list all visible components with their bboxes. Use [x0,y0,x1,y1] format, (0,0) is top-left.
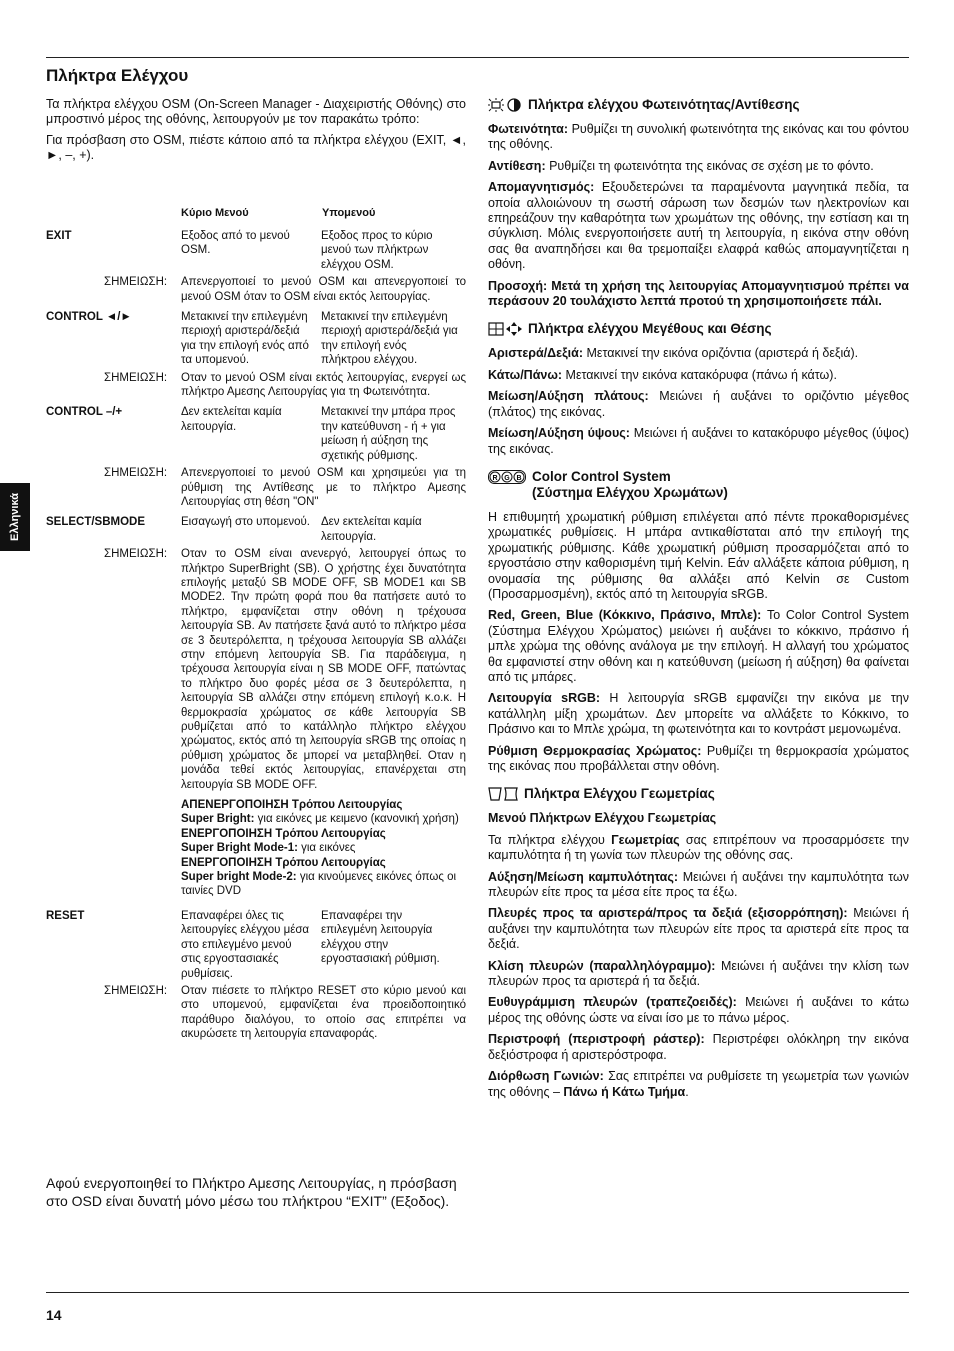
section-paragraph [488,608,909,685]
item-label: Φωτεινότητα: [488,122,568,136]
note-text: Απενεργοποιεί το μενού OSM και απενεργοποιεί το μενού OSM όταν το OSM είναι εκτός λειτουργίας. [181,276,466,303]
section-icons [488,97,522,113]
item-label: Red, Green, Blue (Κόκκινο, Πράσινο, Μπλε): [488,608,762,623]
sb-mode-heading: ΕΝΕΡΓΟΠΟΙΗΣΗ Τρόπου Λειτουργίας [181,856,386,869]
item-text: Μειώνει ή αυξάνει το κάτω μέρος της οθόνης ώστε να είναι ίσο με το πάνω μέρος. [488,995,909,1025]
item-label: Μενού Πλήκτρων Ελέγχου Γεωμετρίας [488,811,717,826]
note-text: Οταν το μενού OSM είναι εκτός λειτουργίας, ενεργεί ως πλήκτρο Αμεσης Λειτουργίας για τη Φωτεινότητα. [181,371,466,399]
section-paragraph [488,426,909,457]
section-heading [488,97,909,113]
page-number: 14 [46,1307,62,1323]
section-paragraph [488,279,909,310]
item-label: Λειτουργία sRGB: [488,691,601,706]
item-text: Μειώνει ή αυξάνει την καμπυλότητα των πλευρών είτε προς τα αριστερά είτε προς τα δεξιά. [488,906,909,952]
item-text: Μετακινεί την εικόνα κατακόρυφα (πάνω ή κάτω). [562,367,837,382]
sb-mode-label: Super bright Mode-2: [181,871,297,884]
item-label: Απομαγνητισμός: [488,180,595,195]
item-label: Αύξηση/Μείωση καμπυλότητας: [488,869,679,884]
heading-line: (Σύστημα Ελέγχου Χρωμάτων) [532,484,728,500]
rgb-icon [488,470,526,484]
table-row [46,229,466,272]
key-name: CONTROL ◄/► [46,311,132,324]
section-paragraph [488,833,909,864]
item-text: σας επιτρέπουν να προσαρμόσετε την καμπυλότητα ή τη γωνία των πλευρών της οθόνης σας. [488,832,909,863]
item-text: Μετακινεί την εικόνα οριζόντια (αριστερά ή δεξιά). [583,346,859,361]
submenu-cell: Μετακινεί την επιλεγμένη περιοχή αριστερά/δεξιά για την επιλογή ενός πλήκτρου ελέγχου. [321,311,458,367]
item-label: Αριστερά/Δεξιά: [488,346,583,361]
section-paragraph [488,811,909,826]
geometry-icon [488,787,518,801]
submenu-cell: Εξοδος προς το κύριο μενού των πλήκτρων ελέγχου OSM. [321,230,433,271]
note-label: ΣΗΜΕΙΩΣΗ: [104,467,168,480]
control-section [488,97,909,309]
section-heading [488,321,909,337]
section-heading-text [528,321,772,337]
key-name: CONTROL –/+ [46,406,123,419]
table-row [46,310,466,368]
item-label: Μείωση/Αύξηση πλάτους: [488,389,649,404]
item-text: Η λειτουργία sRGB εμφανίζει την εικόνα με την κατάλληλη μίξη χρωμάτων. Δεν μπορείτε να αλλάξετε το Κόκκινο, το Πράσινο και το Μπλε χρώμα, τη φωτεινότητα και το κοντράστ μεμονωμένα. [488,691,909,737]
note-row [46,984,466,1042]
note-label: ΣΗΜΕΙΩΣΗ: [104,984,168,997]
item-label: Αντίθεση: [488,158,546,173]
sb-mode-item [181,870,466,899]
item-text: Μειώνει ή αυξάνει την καμπυλότητα των πλευρών είτε προς τα μέσα είτε προς τα έξω. [488,869,909,900]
section-icons [488,469,526,485]
control-section [488,469,909,775]
sb-mode-item [181,812,466,826]
language-tab-label: Ελληνικά [9,493,21,541]
section-paragraph [488,159,909,174]
item-label: Πλευρές προς τα αριστερά/προς τα δεξιά (εξισορρόπηση): [488,906,848,921]
item-text: Ρυθμίζει τη θερμοκρασία χρώματος της εικόνας που προβάλλεται στην οθόνη. [488,743,909,773]
item-label: Διόρθωση Γωνιών: [488,1069,604,1084]
heading-line: Πλήκτρα ελέγχου Φωτεινότητας/Αντίθεσης [528,97,800,112]
item-text: Σας επιτρέπει να ρυθμίσετε τη γεωμετρία των γωνιών της οθόνης – [488,1069,909,1099]
sb-modes-list [181,798,466,899]
sun-icon [488,98,504,112]
item-label: Ρύθμιση Θερμοκρασίας Χρώματος: [488,743,702,758]
col-main-menu: Κύριο Μενού [181,207,249,219]
table-row [46,515,466,544]
submenu-cell: Επαναφέρει την επιλεγμένη λειτουργία ελέγχου στην εργοστασιακή ρύθμιση. [321,909,440,966]
table-row [46,909,466,981]
section-paragraph [488,1032,909,1063]
item-text: Εξουδετερώνει τα παραμένοντα μαγνητικά πεδία, τα οποία αλλοιώνουν τη σωστή σάρωση των δεσμών των ηλεκτρονίων και επηρεάζουν την καθαρότητα των χρωμάτων της οθόνης, την εστίαση και τη σύγκλιση. Μόλις ενεργοποιήσετε αυτή τη λειτουργία, η εικόνα στην οθόνη σας θα αναπηδήσει και θα τρεμοπαίξει ελαφρά καθώς απομαγνητίζεται η οθόνη. [488,180,909,272]
note-text: Οταν το OSM είναι ανενεργό, λειτουργεί όπως το πλήκτρο SuperBright (SB). Ο χρήστης έχει δυνατότητα επιλογής μεταξύ SB MODE OFF, SB MODE1 και SB MODE2. Την πρώτη φορά που θα πατήσετε αυτό το πλήκτρο, εμφανίζεται στην οθόνη η τρέχουσα λειτουργία SB. Αν πατήσετε ξανά αυτό το πλήκτρο μέσα σε 3 δευτερόλεπτα, η τρέχουσα λειτουργία SB αλλάζει στην επόμενη λειτουργία SB. Για παράδειγμα, η τρέχουσα λειτουργία είναι η SB MODE OFF, πατώντας το πλήκτρο δυο φορές μέσα σε 3 δευτερόλεπτα, η λειτουργία SB αλλάζει στην επόμενη επιλογή κ.ο.κ. Η θερμοκρασία χρώματος σε κάθε λειτουργία SB ρυθμίζεται από το κατάλληλο πλήκτρο ελέγχου χρώματος, εκτός από τη λειτουργία sRGB της οποίας η ρύθμιση χρώματος δε μπορεί να μεταβληθεί. Οταν η μονάδα τεθεί εκτός λειτουργίας, επανέρχεται στη λειτουργία SB MODE OFF. [181,548,466,791]
item-text: Ρυθμίζει τη φωτεινότητα της εικόνας σε σχέση με το φόντο. [545,158,874,173]
submenu-cell: Δεν εκτελείται καμία λειτουργία. [321,516,422,543]
note-label: ΣΗΜΕΙΩΣΗ: [104,548,168,561]
section-heading-text [532,469,728,501]
control-section [488,786,909,1100]
note-row [46,275,466,304]
intro-paragraph: Τα πλήκτρα ελέγχου OSM (On-Screen Manager - Διαχειριστής Οθόνης) στο μπροστινό μέρος της οθόνης, λειτουργούν με τον παρακάτω τρόπο: [46,97,466,126]
section-heading [488,469,909,501]
item-label: Κάτω/Πάνω: [488,367,563,382]
intro-text [46,97,466,169]
size-icon [488,322,504,336]
key-name: RESET [46,909,85,922]
control-sections [488,97,909,1112]
item-label: Πάνω ή Κάτω Τμήμα [563,1084,686,1099]
svg-text:B: B [516,474,522,482]
item-text: . [685,1084,689,1099]
language-tab [0,483,30,551]
section-paragraph [488,870,909,901]
control-section [488,321,909,456]
section-paragraph [488,744,909,775]
section-paragraph [488,122,909,153]
item-label: Ευθυγράμμιση πλευρών (τραπεζοειδές): [488,995,737,1010]
item-text: Το Color Control System (Σύστημα Ελέγχου Χρώματος) μειώνει ή αυξάνει το κόκκινο, πράσινο ή μπλε χρώμα της οθόνης ανάλογα με την επιλογή. Η αλλαγή του χρώματος θα εμφανιστεί στην οθόνη και η κατεύθυνση (μείωση ή αύξηση) θα φαίνεται από τις μπάρες. [488,608,909,684]
section-icons [488,786,518,802]
item-text: Περιστρέφει ολόκληρη την εικόνα δεξιόστροφα ή αριστερόστροφα. [488,1032,909,1062]
submenu-cell: Μετακινεί την μπάρα προς την κατεύθυνση - ή + για μείωση ή αύξηση της σχετικής ρύθμισης. [321,406,456,462]
item-label: Κλίση πλευρών (παραλληλόγραμμο): [488,958,716,973]
section-paragraph [488,180,909,272]
item-text: Τα πλήκτρα ελέγχου [488,832,612,847]
sb-mode-item [181,841,466,855]
item-label: Περιστροφή (περιστροφή ράστερ): [488,1032,705,1047]
sb-mode-label: Super Bright: [181,813,255,826]
col-submenu: Υπομενού [322,207,376,219]
table-row [46,405,466,463]
sb-mode-text: για εικόνες [297,842,356,855]
item-text: Η επιθυμητή χρωματική ρύθμιση επιλέγεται από πέντε προκαθορισμένες χρωματικές ρυθμίσεις. Η μπάρα αντικαθίσταται από την επιλογή της χρωματικής ρύθμισης. Κάθε χρωματική ρύθμιση προσαρμόζεται από το εργοστάσιο στην καθορισμένη τιμή Kelvin. Εάν αλλάξετε κάποια ρύθμιση, η ονομασία της ρύθμισης θα αλλάξει από Kelvin σε Custom (Προσαρμοσμένη), εκτός από τη λειτουργία sRGB. [488,509,909,601]
top-rule [46,57,909,58]
item-text: Ρυθμίζει τη συνολική φωτεινότητα της εικόνας και του φόντου της οθόνης. [488,122,909,152]
position-icon [506,322,522,336]
note-row [46,547,466,792]
item-label: Μείωση/Αύξηση ύψους: [488,426,630,441]
section-paragraph [488,691,909,737]
main-menu-cell: Μετακινεί την επιλεγμένη περιοχή αριστερά/δεξιά για την επιλογή ενός από τα υπομενού. [181,311,309,367]
section-heading-text [524,786,715,802]
sb-mode-text: για εικόνες με κειμενο (κανονική χρήση) [254,813,459,826]
item-text: Μειώνει ή αυξάνει το κατακόρυφο μέγεθος (ύψος) της εικόνας. [488,426,910,456]
section-paragraph [488,368,909,383]
note-text: Οταν πιέσετε το πλήκτρο RESET στο κύριο μενού και στο υπομενού, εμφανίζεται ένα προειδοποιητικό παράθυρο διαλόγου, το οποίο σας επιτρέπει να ακυρώσετε τη λειτουργία επαναφοράς. [181,984,466,1041]
section-heading [488,786,909,802]
item-text: Μειώνει ή αυξάνει την κλίση των πλευρών προς τα αριστερά ή τα δεξιά. [488,958,909,989]
sb-mode-heading: ΑΠΕΝΕΡΓΟΠΟΙΗΣΗ Τρόπου Λειτουργίας [181,799,403,812]
section-paragraph [488,1069,909,1100]
key-name: SELECT/SBMODE [46,516,146,529]
bottom-rule [46,1292,909,1293]
heading-line: Πλήκτρα ελέγχου Μεγέθους και Θέσης [528,321,772,337]
contrast-icon [506,98,522,112]
note-row [46,371,466,400]
sb-mode-heading: ΕΝΕΡΓΟΠΟΙΗΣΗ Τρόπου Λειτουργίας [181,827,386,840]
sb-mode-label: Super Bright Mode-1: [181,842,298,855]
section-paragraph [488,346,909,361]
note-row [46,466,466,509]
item-label: Προσοχή: Μετά τη χρήση της λειτουργίας Απομαγνητισμού πρέπει να περάσουν 20 τουλάχιστο λεπτά προτού τη χρησιμοποιήσετε πάλι. [488,278,909,309]
section-paragraph [488,510,909,602]
main-menu-cell: Δεν εκτελείται καμία λειτουργία. [181,406,282,433]
page-title: Πλήκτρα Ελέγχου [46,66,189,85]
note-label: ΣΗΜΕΙΩΣΗ: [104,371,168,384]
heading-line: Color Control System [532,468,671,484]
svg-text:G: G [504,474,510,482]
section-paragraph [488,959,909,990]
key-name: EXIT [46,230,72,242]
section-heading-text [528,97,800,113]
note-text: Απενεργοποιεί το μενού OSM και χρησιμεύει για τη ρύθμιση της Αντίθεσης με το πλήκτρο Αμεσης Λειτουργίας στη θέση "ON" [181,467,466,508]
note-label: ΣΗΜΕΙΩΣΗ: [104,276,168,289]
table-header [46,207,466,229]
osm-controls-table [46,207,466,1048]
main-menu-cell: Επαναφέρει όλες τις λειτουργίες ελέγχου μέσα στο επιλεγμένο μενού στις εργοστασιακές ρυθμίσεις. [181,909,310,980]
heading-line: Πλήκτρα Ελέγχου Γεωμετρίας [524,786,715,802]
intro-paragraph: Για πρόσβαση στο OSM, πιέστε κάποιο από τα πλήκτρα ελέγχου (EXIT, ◄, ►, –, +). [46,133,466,162]
svg-text:R: R [492,474,498,482]
item-text: Μειώνει ή αυξάνει το οριζόντιο μέγεθος (πλάτος) της εικόνας. [488,389,909,419]
section-paragraph [488,995,909,1026]
main-menu-cell: Εξοδος από το μενού OSM. [181,230,290,257]
section-icons [488,321,522,337]
section-paragraph [488,906,909,952]
direct-access-note: Αφού ενεργοποιηθεί το Πλήκτρο Αμεσης Λειτουργίας, η πρόσβαση στο OSD είναι δυνατή μόνο μέσω του πλήκτρου “EXIT” (Εξοδος). [46,1175,457,1209]
section-paragraph [488,389,909,420]
item-label: Γεωμετρίας [611,832,680,847]
main-menu-cell: Εισαγωγή στο υπομενού. [181,516,310,529]
sb-mode-text: για κινούμενες εικόνες όπως οι ταινίες DVD [181,871,457,898]
